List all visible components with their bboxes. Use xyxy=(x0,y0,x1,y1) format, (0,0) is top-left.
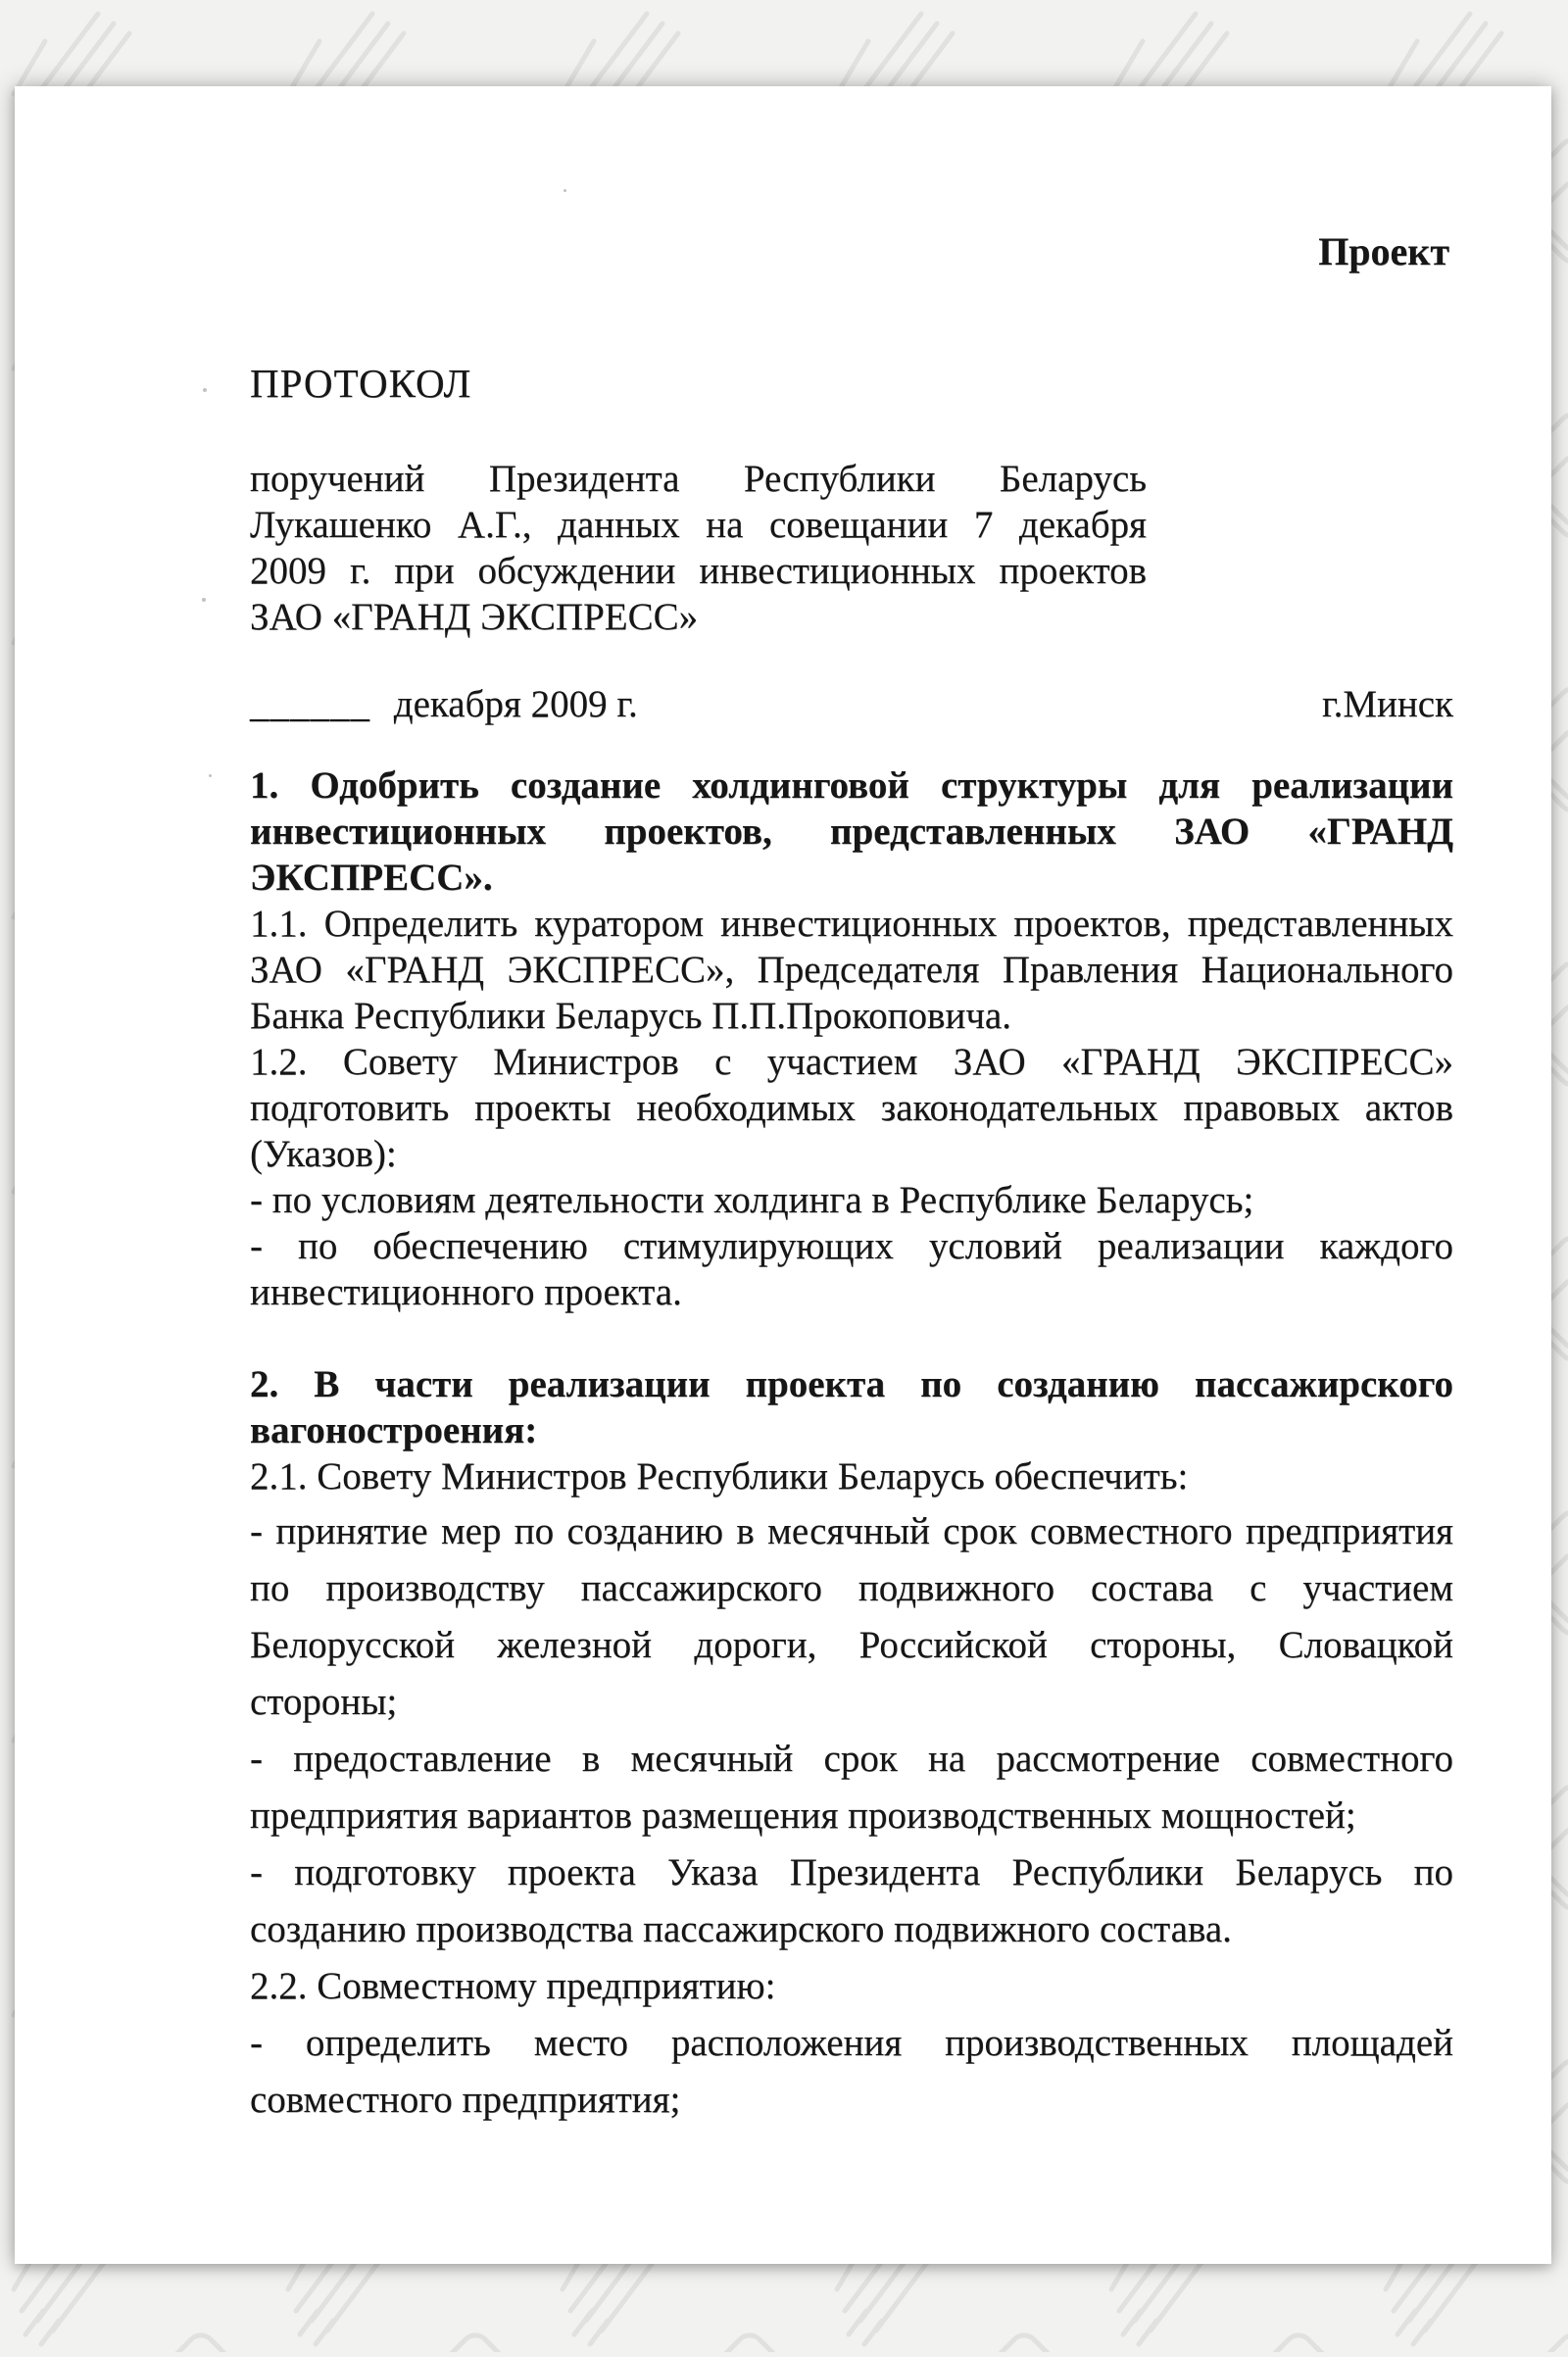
document-page xyxy=(15,86,1551,2264)
bullet-holding-terms xyxy=(250,1177,1453,1223)
clause-1-2 xyxy=(250,1039,1453,1177)
bullet-line: - определить место расположения производственных площадей xyxy=(250,2022,1453,2064)
bullet-line: - по обеспечению стимулирующих условий реализации каждого xyxy=(250,1225,1453,1267)
scan-speck xyxy=(202,598,206,602)
clause-2-1 xyxy=(250,1453,1453,1499)
scan-speck xyxy=(209,774,212,777)
document-content xyxy=(15,86,1551,2264)
intro-line: 2009 г. при обсуждении инвестиционных проектов xyxy=(250,550,1147,592)
bullet-line: - предоставление в месячный срок на рассмотрение совместного xyxy=(250,1738,1453,1780)
intro-line: ЗАО «ГРАНД ЭКСПРЕСС» xyxy=(250,596,699,638)
clause-line: 2.1. Совету Министров Республики Беларусь обеспечить: xyxy=(250,1455,1189,1498)
bullet-line: созданию производства пассажирского подвижного состава. xyxy=(250,1908,1232,1950)
clause-line: (Указов): xyxy=(250,1133,397,1175)
section2-items xyxy=(250,1503,1453,2129)
section-heading-line: 1. Одобрить создание холдинговой структуры для реализации xyxy=(250,764,1453,807)
bullet-line: - принятие мер по созданию в месячный срок совместного предприятия xyxy=(250,1510,1453,1552)
bullet-line: предприятия вариантов размещения производственных мощностей; xyxy=(250,1794,1356,1837)
document-title: ПРОТОКОЛ xyxy=(250,361,472,406)
bullet-line: Белорусской железной дороги, Российской стороны, Словацкой xyxy=(250,1624,1453,1666)
scan-speck xyxy=(203,388,207,392)
clause-2-2-line: 2.2. Совместному предприятию: xyxy=(250,1965,776,2007)
intro-line: поручений Президента Республики Беларусь xyxy=(250,458,1147,500)
clause-line: ЗАО «ГРАНД ЭКСПРЕСС», Председателя Правления Национального xyxy=(250,949,1453,991)
bullet-line: стороны; xyxy=(250,1681,398,1723)
clause-line: 1.2. Совету Министров с участием ЗАО «ГРАНД ЭКСПРЕСС» xyxy=(250,1041,1453,1083)
intro-line: Лукашенко А.Г., данных на совещании 7 декабря xyxy=(250,504,1147,546)
bullet-line: - по условиям деятельности холдинга в Республике Беларусь; xyxy=(250,1179,1254,1221)
section-heading-line: 2. В части реализации проекта по созданию пассажирского xyxy=(250,1363,1453,1405)
dateline xyxy=(250,681,1453,727)
clause-line: подготовить проекты необходимых законодательных правовых актов xyxy=(250,1087,1453,1129)
date-left xyxy=(250,681,638,727)
section1-heading xyxy=(250,762,1453,901)
clause-1-1 xyxy=(250,901,1453,1039)
section2-heading xyxy=(250,1361,1453,1453)
clause-line: Банка Республики Беларусь П.П.Прокоповича. xyxy=(250,995,1011,1037)
intro-paragraph xyxy=(250,456,1147,640)
bullet-line: совместного предприятия; xyxy=(250,2079,681,2121)
date-blank: ______ xyxy=(250,683,370,725)
date-text: декабря 2009 г. xyxy=(393,683,638,725)
section-heading-line: инвестиционных проектов, представленных ЗАО «ГРАНД xyxy=(250,810,1453,853)
scan-speck xyxy=(564,189,566,192)
bullet-line: инвестиционного проекта. xyxy=(250,1271,682,1313)
section-heading-line: ЭКСПРЕСС». xyxy=(250,857,493,899)
place-text: г.Минск xyxy=(1321,683,1453,725)
clause-line: 1.1. Определить куратором инвестиционных проектов, представленных xyxy=(250,903,1453,945)
bullet-line: по производству пассажирского подвижного состава с участием xyxy=(250,1567,1453,1609)
bullet-line: - подготовку проекта Указа Президента Республики Беларусь по xyxy=(250,1851,1453,1893)
draft-stamp: Проект xyxy=(1318,229,1449,273)
section-heading-line: вагоностроения: xyxy=(250,1409,538,1451)
bullet-stimulus-terms xyxy=(250,1223,1453,1315)
